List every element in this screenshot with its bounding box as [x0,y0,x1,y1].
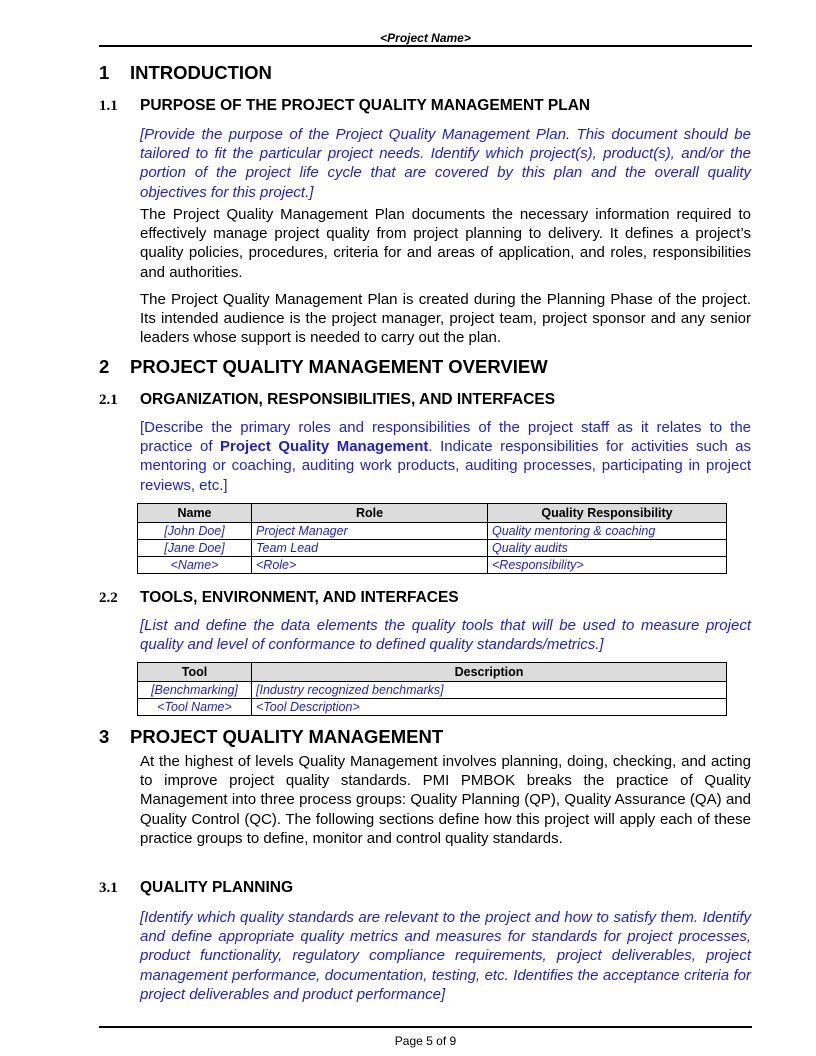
table-row [138,682,727,699]
heading-section-3 [99,726,443,748]
instruction-text-a: [Describe the primary roles and responsibilities of the project staff as it relates to the practice of [140,419,751,456]
column-header-role: Role [252,504,488,523]
table-row [138,523,727,540]
heading-section-2-1 [99,391,555,409]
column-header-tool: Tool [138,663,252,682]
section-title: PURPOSE OF THE PROJECT QUALITY MANAGEMENT PLAN [140,97,591,114]
heading-section-1 [99,62,272,84]
section-number: 1 [99,62,110,83]
cell-tool: <Tool Name> [138,699,252,716]
section-number: 2.2 [99,590,118,606]
section-title: PROJECT QUALITY MANAGEMENT [130,726,444,747]
heading-section-1-1 [99,97,590,115]
cell-role: Team Lead [252,540,488,557]
heading-section-3-1 [99,879,293,897]
section-number: 2 [99,356,110,377]
heading-section-2 [99,356,548,378]
instruction-emphasis: Project Quality Management [220,438,429,456]
table-row [138,557,727,574]
table-row [138,540,727,557]
cell-responsibility: Quality mentoring & coaching [488,523,727,540]
cell-responsibility: Quality audits [488,540,727,557]
section-number: 3 [99,726,110,747]
section-number: 3.1 [99,880,118,896]
cell-tool: [Benchmarking] [138,682,252,699]
cell-description: <Tool Description> [252,699,727,716]
table-header-row [138,504,727,523]
cell-name: [John Doe] [138,523,252,540]
responsibilities-table [137,503,727,574]
heading-section-2-2 [99,589,459,607]
instruction-purpose: [Provide the purpose of the Project Quality Management Plan. This document should be tailored to fit the particular project needs. Identify which project(s), product(s), and/or the portion of the project life cycle that are covered by this plan and the overall quality objectives for this project.] [140,126,751,201]
section-title: TOOLS, ENVIRONMENT, AND INTERFACES [140,589,459,606]
page-number: Page 5 of 9 [394,1034,457,1048]
section-title: INTRODUCTION [130,62,272,83]
cell-name: <Name> [138,557,252,574]
footer-rule [99,1026,752,1028]
cell-role: Project Manager [252,523,488,540]
section-title: PROJECT QUALITY MANAGEMENT OVERVIEW [130,356,548,377]
table-header-row [138,663,727,682]
tools-table [137,662,727,716]
paragraph-purpose-1: The Project Quality Management Plan documents the necessary information required to effectively manage project quality from project planning to delivery. It defines a project’s quality policies, procedures, criteria for and areas of application, and roles, responsibilities and authorities. [140,206,751,281]
cell-role: <Role> [252,557,488,574]
instruction-quality-planning: [Identify which quality standards are relevant to the project and how to satisfy them. Identify and define appropriate quality metrics and measures for standards for project processes, product functionality, regulatory compliance requirements, project deliverables, project management performance, documentation, testing, etc. Identifies the acceptance criteria for project deliverables and product performance] [140,909,751,1003]
instruction-text-b: . Indicate responsibilities for activities such as mentoring or coaching, auditing work products, auditing processes, participating in project reviews, etc.] [140,438,752,494]
column-header-name: Name [138,504,252,523]
cell-responsibility: <Responsibility> [488,557,727,574]
page-header-project-name: <Project Name> [380,31,471,45]
section-title: QUALITY PLANNING [140,879,293,896]
cell-description: [Industry recognized benchmarks] [252,682,727,699]
section-number: 2.1 [99,392,118,408]
paragraph-purpose-2: The Project Quality Management Plan is created during the Planning Phase of the project. Its intended audience is the project manager, project team, project sponsor and any senior leaders whose support is needed to carry out the plan. [140,291,751,347]
instruction-tools: [List and define the data elements the quality tools that will be used to measure project quality and level of conformance to defined quality standards/metrics.] [140,617,751,654]
section-title: ORGANIZATION, RESPONSIBILITIES, AND INTERFACES [140,391,556,408]
paragraph-quality-management: At the highest of levels Quality Management involves planning, doing, checking, and acting to improve project quality standards. PMI PMBOK breaks the practice of Quality Management into three process groups: Quality Planning (QP), Quality Assurance (QA) and Quality Control (QC). The following sections define how this project will apply each of these practice groups to define, monitor and control quality standards. [140,753,751,847]
section-number: 1.1 [99,98,118,114]
column-header-description: Description [252,663,727,682]
header-rule [99,45,752,47]
cell-name: [Jane Doe] [138,540,252,557]
table-row [138,699,727,716]
instruction-organization [140,418,751,495]
column-header-responsibility: Quality Responsibility [488,504,727,523]
